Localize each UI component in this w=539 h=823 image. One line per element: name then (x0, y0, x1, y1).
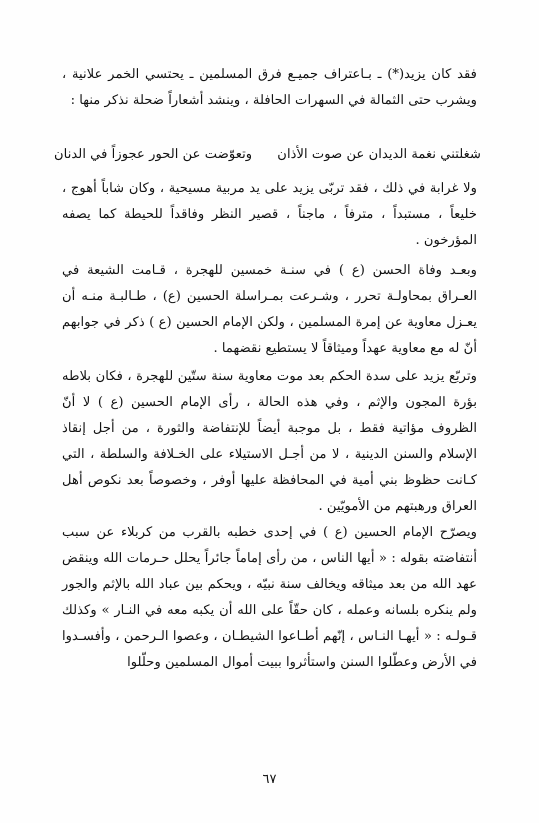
paragraph-husayn-speech: ويصرّح الإمام الحسين (ع ) في إحدى خطبه بالقرب من كربلاء عن سبب أنتفاضته بقوله : « أيها الناس ، من رأى إماماً جائراً يحلل حـرمات الله وينقض عهد الله من بعد ميثاقه ويخالف سنة نبيّه ، ويحكم بين عباد الله بالإثم والجور ولم ينكره بلسانه وعمله ، كان حقّاً على الله أن يكبه معه في النـار » وكذلك قـولـه : « أيهـا النـاس ، إنّهم أطـاعوا الشيطـان ، وعصوا الـرحمن ، وأفسـدوا في الأرض وعطّلوا السنن واستأثروا ببيت أموال المسلمين وحلّلوا (62, 525, 477, 670)
paragraph-yazid-upbringing: ولا غرابة في ذلك ، فقد تربّى يزيد على يد مربية مسيحية ، وكان شاباً أهوج ، خليعاً ، مستبداً ، مترفاً ، ماجناً ، قصير النظر وفاقداً للحيطة كما يصفه المؤرخون . (62, 181, 477, 248)
paragraph-yazid-reign: وتربّع يزيد على سدة الحكم بعد موت معاوية سنة ستّين للهجرة ، فكان بلاطه بؤرة المجون والإثم ، وفي هذه الحالة ، رأى الإمام الحسين (ع ) لا أنّ الظروف مؤاتية فقط ، بل موجبة أيضاً للإنتفاضة والثورة ، من أجل إنقاذ الإسلام والسنن الدينية ، لا من أجـل الاستيلاء على الخـلافة والسلطة ، التي كـانت حظوظ بني أمية في المحافظة عليها أوفر ، وخصوصاً بعد نكوص أهل العراق ورهبتهم من الأمويّين . (62, 369, 477, 514)
paragraph-yazid-drinking: فقد كان يزيد(*) ـ بـاعتراف جميـع فرق المسلمين ـ يحتسي الخمر علانية ، ويشرب حتى الثمالة في السهرات الحافلة ، وينشد أشعاراً ضحلة نذكر منها : (62, 67, 477, 108)
paragraph-hasan-death: وبعـد وفاة الحسن (ع ) في سنـة خمسين للهجرة ، قـامت الشيعة في العـراق بمحاولـة تحرر ، وشـرعت بمـراسلة الحسين (ع) ، طـالبـة منـه أن يعـزل معاوية عن إمرة المسلمين ، ولكن الإمام الحسين (ع ) ذكر في جوابهم أنّ له مع معاوية عهداً وميثاقاً لا يستطيع نقضهما . (62, 263, 477, 356)
verse-first-hemistich: شغلتني نغمة الديدان عن صوت الأذان (277, 147, 481, 162)
page-number: ٦٧ (262, 772, 277, 787)
verse-second-hemistich: وتعوّضت عن الحور عجوزاً في الدنان (54, 147, 253, 162)
poem-verse (54, 142, 481, 168)
